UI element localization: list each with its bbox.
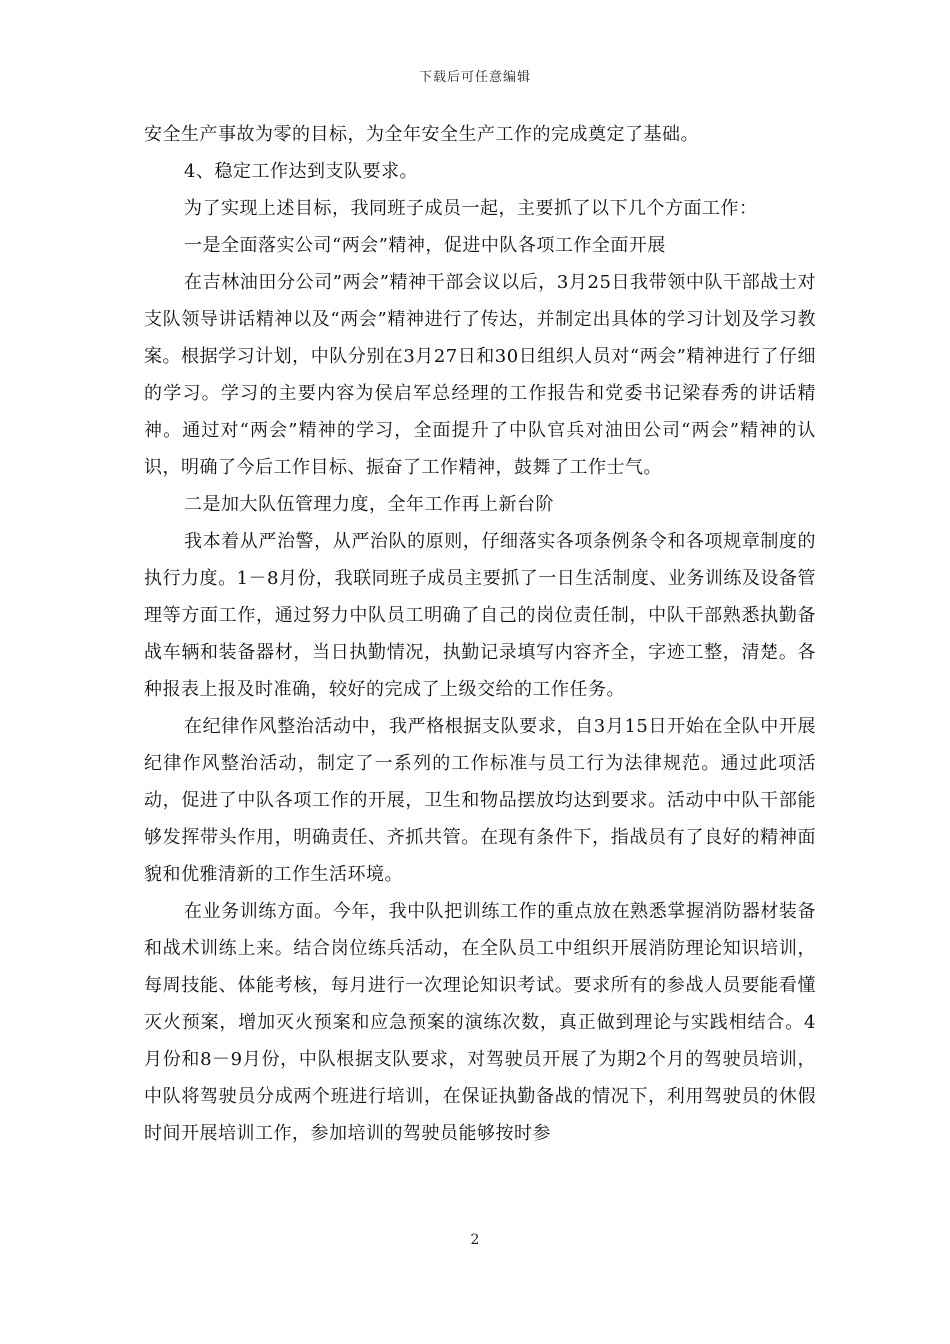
section-heading-two: 二是加大队伍管理力度，全年工作再上新台阶 (184, 494, 554, 515)
page-number: 2 (470, 1232, 480, 1248)
paragraph-two-sessions: 在吉林油田分公司”两会”精神干部会议以后，3月25日我带领中队干部战士对支队领导讲话精神以及“两会”精神进行了传达，并制定出具体的学习计划及学习教案。根据学习计划，中队分别在3月27日和30日组织人员对“两会”精神进行了仔细的学习。学习的主要内容为侯启军总经理的工作报告和党委书记梁春秀的讲话精神。通过对“两会”精神的学习，全面提升了中队官兵对油田公司“两会”精神的认识，明确了今后工作目标、振奋了工作精神，鼓舞了工作士气。 (144, 272, 816, 478)
paragraph-safety-goal: 安全生产事故为零的目标，为全年安全生产工作的完成奠定了基础。 (144, 124, 699, 145)
paragraph-training: 在业务训练方面。今年，我中队把训练工作的重点放在熟悉掌握消防器材装备和战术训练上来。结合岗位练兵活动，在全队员工中组织开展消防理论知识培训，每周技能、体能考核，每月进行一次理论知识考试。要求所有的参战人员要能看懂灭火预案，增加灭火预案和应急预案的演练次数，真正做到理论与实践相结合。4月份和8－9月份，中队根据支队要求，对驾驶员开展了为期2个月的驾驶员培训，中队将驾驶员分成两个班进行培训，在保证执勤备战的情况下，利用驾驶员的休假时间开展培训工作，参加培训的驾驶员能够按时参 (144, 901, 816, 1144)
section-heading-one: 一是全面落实公司“两会”精神，促进中队各项工作全面开展 (184, 235, 666, 256)
paragraph-discipline: 在纪律作风整治活动中，我严格根据支队要求，自3月15日开始在全队中开展纪律作风整治活动，制定了一系列的工作标准与员工行为法律规范。通过此项活动，促进了中队各项工作的开展，卫生和物品摆放均达到要求。活动中中队干部能够发挥带头作用，明确责任、齐抓共管。在现有条件下，指战员有了良好的精神面貌和优雅清新的工作生活环境。 (144, 716, 816, 885)
paragraph-stability-item: 4、稳定工作达到支队要求。 (184, 161, 418, 182)
paragraph-management: 我本着从严治警，从严治队的原则，仔细落实各项条例条令和各项规章制度的执行力度。1－8月份，我联同班子成员主要抓了一日生活制度、业务训练及设备管理等方面工作，通过努力中队员工明确了自己的岗位责任制，中队干部熟悉执勤备战车辆和装备器材，当日执勤情况，执勤记录填写内容齐全，字迹工整，清楚。各种报表上报及时准确，较好的完成了上级交给的工作任务。 (144, 531, 816, 700)
page-header: 下载后可任意编辑 (418, 70, 531, 85)
document-body (144, 116, 816, 1152)
paragraph-intro: 为了实现上述目标，我同班子成员一起，主要抓了以下几个方面工作： (184, 198, 758, 219)
